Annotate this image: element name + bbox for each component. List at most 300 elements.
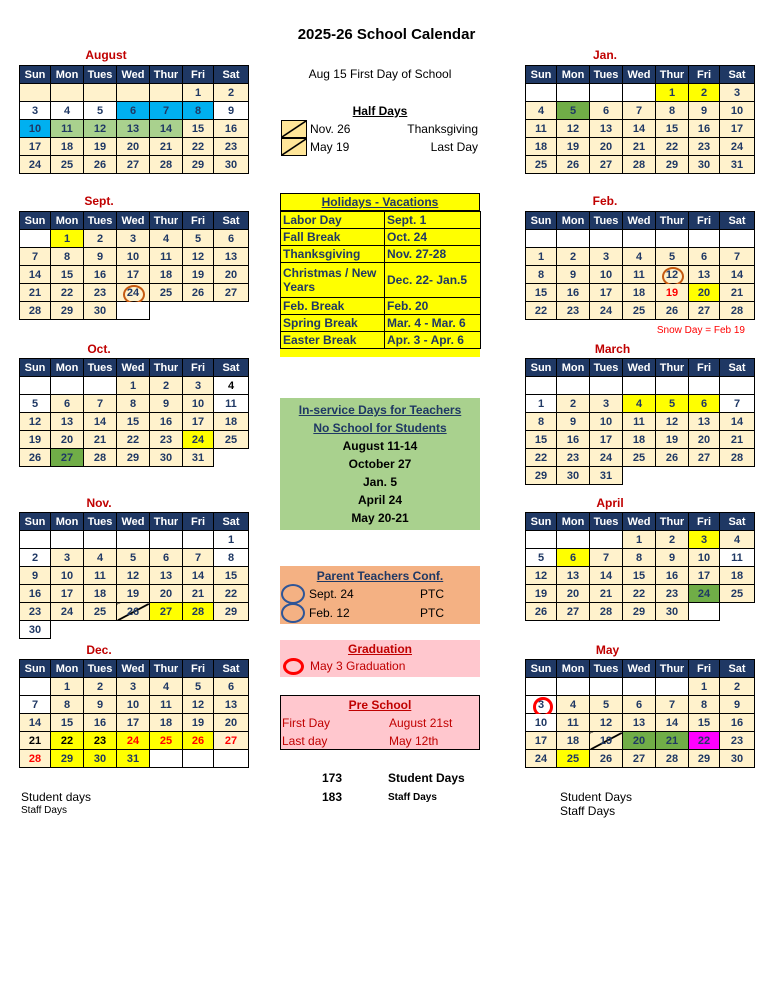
day-cell: 1: [214, 531, 249, 549]
holiday-date: Feb. 20: [385, 298, 481, 315]
day-cell: 30: [84, 302, 117, 320]
calendar-jan: [525, 65, 755, 174]
day-cell: 3: [526, 696, 557, 714]
day-cell: 6: [214, 230, 249, 248]
month-name-august: August: [85, 48, 127, 62]
day-header: Sat: [214, 212, 249, 230]
day-cell: 23: [689, 138, 720, 156]
day-cell: 29: [51, 750, 84, 768]
day-cell: 27: [214, 284, 249, 302]
week-row: [526, 678, 755, 696]
day-cell: 29: [656, 156, 689, 174]
day-cell: 10: [590, 413, 623, 431]
day-cell: [183, 621, 214, 639]
day-header: Sat: [720, 212, 755, 230]
day-header: Fri: [183, 660, 214, 678]
day-cell: 26: [117, 603, 150, 621]
week-row: [526, 531, 755, 549]
day-header: Sun: [526, 66, 557, 84]
day-header-row: [526, 660, 755, 678]
day-cell: [117, 621, 150, 639]
day-cell: 5: [20, 395, 51, 413]
day-cell: 5: [183, 230, 214, 248]
day-cell: 25: [150, 284, 183, 302]
week-row: [20, 120, 249, 138]
day-cell: 26: [590, 750, 623, 768]
day-cell: 26: [557, 156, 590, 174]
day-cell: 17: [590, 284, 623, 302]
day-cell: 26: [183, 732, 214, 750]
day-cell: 23: [557, 449, 590, 467]
day-cell: 7: [183, 549, 214, 567]
day-cell: 12: [526, 567, 557, 585]
day-cell: 20: [689, 431, 720, 449]
day-cell: [557, 230, 590, 248]
day-cell: 14: [720, 266, 755, 284]
day-cell: 22: [623, 585, 656, 603]
ptc-label: PTC: [420, 606, 444, 620]
day-cell: 30: [20, 621, 51, 639]
day-cell: 18: [526, 138, 557, 156]
day-cell: [623, 230, 656, 248]
day-header: Thur: [150, 513, 183, 531]
day-cell: 18: [214, 413, 249, 431]
day-cell: 2: [150, 377, 183, 395]
day-cell: 17: [590, 431, 623, 449]
day-cell: [214, 621, 249, 639]
day-cell: 20: [117, 138, 150, 156]
day-cell: 9: [214, 102, 249, 120]
day-cell: 9: [720, 696, 755, 714]
day-cell: 7: [720, 248, 755, 266]
day-cell: [689, 467, 720, 485]
month-name-nov: Nov.: [86, 496, 112, 510]
day-cell: 30: [150, 449, 183, 467]
day-cell: 25: [214, 431, 249, 449]
day-header: Sun: [20, 212, 51, 230]
day-cell: 10: [689, 549, 720, 567]
day-cell: 8: [51, 696, 84, 714]
day-cell: 1: [117, 377, 150, 395]
day-cell: 4: [623, 248, 656, 266]
day-cell: 27: [623, 750, 656, 768]
day-cell: 9: [557, 413, 590, 431]
day-cell: 24: [526, 750, 557, 768]
day-cell: 7: [20, 696, 51, 714]
week-row: [20, 531, 249, 549]
day-header: Mon: [557, 359, 590, 377]
week-row: [526, 266, 755, 284]
day-header: Tues: [84, 212, 117, 230]
day-cell: 25: [557, 750, 590, 768]
day-cell: 30: [656, 603, 689, 621]
half-days-title: Half Days: [352, 104, 408, 118]
week-row: [526, 714, 755, 732]
day-header: Thur: [656, 66, 689, 84]
week-row: [20, 449, 249, 467]
day-cell: 22: [51, 732, 84, 750]
day-header: Mon: [51, 66, 84, 84]
day-cell: 5: [590, 696, 623, 714]
day-cell: 11: [150, 248, 183, 266]
holiday-date: Mar. 4 - Mar. 6: [385, 315, 481, 332]
day-cell: [590, 84, 623, 102]
day-header: Sun: [526, 660, 557, 678]
preschool-label: Last day: [282, 734, 328, 748]
day-cell: [623, 678, 656, 696]
day-header: Fri: [689, 513, 720, 531]
day-cell: 7: [656, 696, 689, 714]
week-row: [20, 102, 249, 120]
day-cell: [150, 621, 183, 639]
day-cell: 15: [526, 284, 557, 302]
day-cell: 21: [623, 138, 656, 156]
day-header: Sun: [20, 513, 51, 531]
day-cell: 10: [526, 714, 557, 732]
day-cell: 8: [526, 413, 557, 431]
day-cell: 20: [689, 284, 720, 302]
week-row: [20, 395, 249, 413]
day-cell: 27: [557, 603, 590, 621]
calendar-may: [525, 659, 755, 768]
day-cell: 12: [557, 120, 590, 138]
day-cell: 23: [84, 284, 117, 302]
day-cell: 20: [557, 585, 590, 603]
week-row: [526, 431, 755, 449]
week-row: [526, 284, 755, 302]
week-row: [526, 467, 755, 485]
day-cell: 10: [51, 567, 84, 585]
day-cell: [84, 84, 117, 102]
half-day-date-1: Nov. 26: [310, 122, 351, 136]
day-cell: [557, 678, 590, 696]
day-cell: 28: [623, 156, 656, 174]
day-cell: 25: [51, 156, 84, 174]
day-header: Tues: [590, 66, 623, 84]
day-cell: 25: [150, 732, 183, 750]
holiday-name: Easter Break: [281, 332, 385, 349]
day-cell: 4: [51, 102, 84, 120]
first-day-note: Aug 15 First Day of School: [308, 67, 452, 81]
footer-staff-days-right: Staff Days: [560, 804, 616, 818]
preschool-date: August 21st: [389, 716, 453, 730]
day-cell: 13: [117, 120, 150, 138]
day-cell: 2: [84, 230, 117, 248]
day-header: Thur: [150, 66, 183, 84]
week-row: [526, 449, 755, 467]
day-cell: 27: [214, 732, 249, 750]
day-cell: 22: [117, 431, 150, 449]
day-cell: 21: [20, 284, 51, 302]
week-row: [20, 696, 249, 714]
week-row: [526, 156, 755, 174]
day-cell: 29: [689, 750, 720, 768]
day-cell: 12: [20, 413, 51, 431]
day-cell: 1: [656, 84, 689, 102]
day-header: Sat: [720, 359, 755, 377]
day-header: Thur: [150, 359, 183, 377]
day-cell: 4: [150, 230, 183, 248]
holiday-date: Dec. 22- Jan.5: [385, 263, 481, 298]
day-cell: [656, 377, 689, 395]
day-cell: 8: [183, 102, 214, 120]
day-cell: 13: [689, 413, 720, 431]
day-cell: 8: [623, 549, 656, 567]
day-cell: 13: [590, 120, 623, 138]
day-header: Fri: [689, 212, 720, 230]
holiday-row: [281, 298, 481, 315]
day-cell: 15: [623, 567, 656, 585]
day-cell: [51, 621, 84, 639]
day-cell: 30: [689, 156, 720, 174]
day-cell: 19: [183, 266, 214, 284]
day-cell: 6: [623, 696, 656, 714]
day-cell: 20: [51, 431, 84, 449]
day-cell: 18: [623, 431, 656, 449]
day-cell: 17: [689, 567, 720, 585]
day-cell: [117, 531, 150, 549]
day-header: Sat: [214, 513, 249, 531]
day-cell: 11: [214, 395, 249, 413]
day-header: Tues: [84, 660, 117, 678]
day-cell: [557, 377, 590, 395]
day-header-row: [526, 513, 755, 531]
day-cell: 6: [51, 395, 84, 413]
day-header: Mon: [51, 660, 84, 678]
day-cell: 3: [720, 84, 755, 102]
day-cell: 3: [20, 102, 51, 120]
day-cell: 5: [183, 678, 214, 696]
day-cell: 1: [51, 230, 84, 248]
preschool-title: Pre School: [348, 698, 412, 712]
week-row: [526, 138, 755, 156]
day-header: Wed: [117, 66, 150, 84]
week-row: [20, 413, 249, 431]
week-row: [20, 302, 249, 320]
day-cell: [526, 531, 557, 549]
day-cell: 4: [526, 102, 557, 120]
footer-student-days-left: Student days: [21, 790, 92, 804]
day-cell: 10: [117, 248, 150, 266]
ptc-box: [280, 566, 480, 624]
week-row: [526, 377, 755, 395]
day-cell: 23: [557, 302, 590, 320]
day-cell: 26: [20, 449, 51, 467]
day-cell: 6: [557, 549, 590, 567]
day-cell: 6: [590, 102, 623, 120]
day-cell: 27: [51, 449, 84, 467]
day-header-row: [526, 66, 755, 84]
month-name-april: April: [596, 496, 624, 510]
week-row: [526, 120, 755, 138]
day-cell: 2: [84, 678, 117, 696]
day-cell: 12: [183, 696, 214, 714]
day-cell: 8: [51, 248, 84, 266]
day-cell: 15: [526, 431, 557, 449]
ptc-label: PTC: [420, 587, 444, 601]
month-name-jan: Jan.: [592, 48, 617, 62]
day-header: Sat: [214, 66, 249, 84]
day-cell: 13: [150, 567, 183, 585]
day-cell: [590, 531, 623, 549]
inservice-date: April 24: [357, 493, 402, 507]
day-header-row: [20, 513, 249, 531]
day-header: Sun: [526, 359, 557, 377]
day-cell: 3: [51, 549, 84, 567]
day-cell: [117, 302, 150, 320]
holiday-date: Apr. 3 - Apr. 6: [385, 332, 481, 349]
day-cell: [20, 678, 51, 696]
day-cell: 31: [590, 467, 623, 485]
day-cell: 16: [689, 120, 720, 138]
month-name-dec: Dec.: [86, 643, 112, 657]
day-header: Fri: [689, 66, 720, 84]
day-cell: 14: [720, 413, 755, 431]
day-cell: 16: [557, 284, 590, 302]
day-cell: 17: [720, 120, 755, 138]
month-name-feb: Feb.: [592, 194, 618, 208]
day-cell: 22: [526, 302, 557, 320]
day-cell: 20: [590, 138, 623, 156]
day-cell: 17: [183, 413, 214, 431]
week-row: [20, 603, 249, 621]
day-cell: 22: [656, 138, 689, 156]
day-cell: 17: [117, 714, 150, 732]
day-header: Wed: [117, 660, 150, 678]
day-cell: 30: [720, 750, 755, 768]
holidays-title: Holidays - Vacations: [280, 193, 480, 211]
day-cell: 23: [150, 431, 183, 449]
day-header: Wed: [623, 359, 656, 377]
day-header: Tues: [590, 660, 623, 678]
day-cell: 1: [526, 248, 557, 266]
day-cell: 10: [590, 266, 623, 284]
day-cell: 5: [117, 549, 150, 567]
holiday-date: Sept. 1: [385, 212, 481, 229]
day-cell: 2: [214, 84, 249, 102]
day-cell: 7: [590, 549, 623, 567]
half-day-swatch-2: [281, 138, 307, 156]
day-cell: 19: [117, 585, 150, 603]
day-header: Sun: [20, 66, 51, 84]
day-cell: [590, 678, 623, 696]
day-cell: 5: [84, 102, 117, 120]
day-cell: 28: [656, 750, 689, 768]
day-cell: 12: [117, 567, 150, 585]
day-cell: [526, 377, 557, 395]
day-header: Tues: [590, 359, 623, 377]
graduation-circle-icon: [283, 658, 304, 675]
day-cell: 23: [214, 138, 249, 156]
day-cell: 18: [150, 714, 183, 732]
day-cell: 19: [20, 431, 51, 449]
day-cell: 17: [526, 732, 557, 750]
day-header: Wed: [117, 513, 150, 531]
day-cell: 18: [84, 585, 117, 603]
ptc-title: Parent Teachers Conf.: [316, 569, 444, 583]
day-cell: 23: [720, 732, 755, 750]
day-cell: 21: [20, 732, 51, 750]
inservice-date: Jan. 5: [362, 475, 398, 489]
day-cell: 24: [117, 732, 150, 750]
day-header-row: [526, 359, 755, 377]
day-cell: 13: [214, 248, 249, 266]
day-cell: 8: [689, 696, 720, 714]
month-name-oct: Oct.: [87, 342, 111, 356]
day-cell: 4: [84, 549, 117, 567]
month-name-sept: Sept.: [84, 194, 114, 208]
day-cell: 26: [656, 302, 689, 320]
day-cell: [720, 377, 755, 395]
day-cell: 3: [590, 248, 623, 266]
inservice-subtitle: No School for Students: [313, 421, 447, 435]
week-row: [20, 678, 249, 696]
day-cell: [183, 750, 214, 768]
day-header: Thur: [150, 212, 183, 230]
day-cell: 23: [84, 732, 117, 750]
day-cell: 5: [557, 102, 590, 120]
holidays-box: [280, 193, 480, 357]
day-cell: 8: [117, 395, 150, 413]
day-header: Fri: [183, 212, 214, 230]
day-cell: 21: [720, 431, 755, 449]
day-header: Thur: [656, 212, 689, 230]
week-row: [526, 585, 755, 603]
week-row: [526, 248, 755, 266]
day-cell: 2: [557, 248, 590, 266]
ptc-date: Feb. 12: [309, 606, 350, 620]
day-cell: 16: [84, 714, 117, 732]
holiday-name: Thanksgiving: [281, 246, 385, 263]
day-cell: 26: [526, 603, 557, 621]
inservice-date: August 11-14: [342, 439, 418, 453]
day-cell: 13: [51, 413, 84, 431]
day-header: Sat: [720, 66, 755, 84]
day-cell: [150, 302, 183, 320]
graduation-text: May 3 Graduation: [310, 659, 406, 673]
day-cell: [720, 467, 755, 485]
day-cell: 17: [117, 266, 150, 284]
day-cell: 28: [590, 603, 623, 621]
staff-days-count: 183: [322, 790, 343, 804]
day-cell: 28: [150, 156, 183, 174]
day-cell: 22: [689, 732, 720, 750]
day-cell: 22: [526, 449, 557, 467]
day-cell: 27: [150, 603, 183, 621]
day-header-row: [20, 66, 249, 84]
holiday-row: [281, 212, 481, 229]
day-cell: 16: [557, 431, 590, 449]
month-name-march: March: [594, 342, 631, 356]
day-header: Fri: [183, 66, 214, 84]
day-header: Fri: [183, 359, 214, 377]
day-cell: 28: [720, 449, 755, 467]
day-cell: 15: [51, 266, 84, 284]
day-cell: 27: [689, 449, 720, 467]
day-cell: 28: [84, 449, 117, 467]
day-cell: 9: [689, 102, 720, 120]
day-cell: 11: [720, 549, 755, 567]
day-cell: 8: [214, 549, 249, 567]
week-row: [20, 84, 249, 102]
day-cell: 14: [84, 413, 117, 431]
day-header: Thur: [656, 660, 689, 678]
day-cell: 19: [84, 138, 117, 156]
day-cell: 21: [150, 138, 183, 156]
half-day-swatch-1: [281, 120, 307, 138]
day-cell: 11: [623, 266, 656, 284]
day-cell: 29: [183, 156, 214, 174]
